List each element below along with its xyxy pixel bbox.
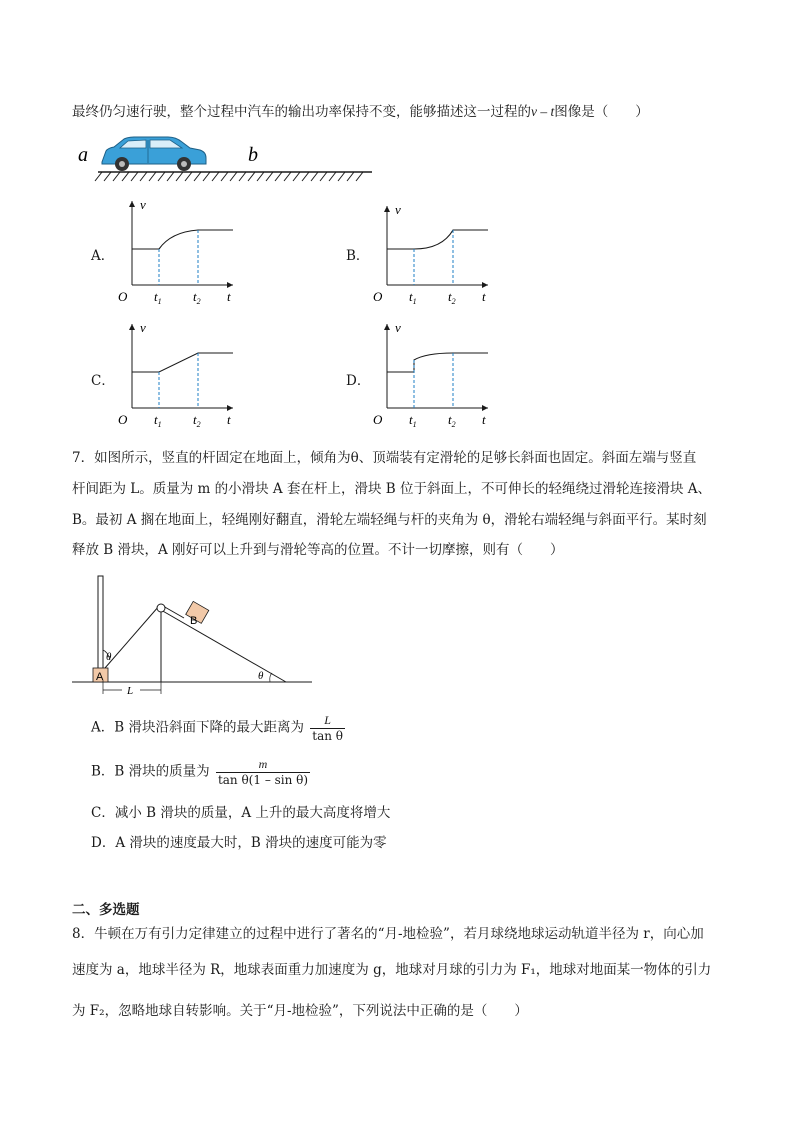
t2-label: $t_2$ <box>448 289 456 306</box>
slope-line <box>161 610 286 682</box>
q8-stem-line-2: 速度为 a，地球半径为 R，地球表面重力加速度为 g，地球对月球的引力为 F₁，地球对地面某一物体的引力 <box>72 962 712 978</box>
block-b-label: B <box>190 615 198 627</box>
graph-b <box>370 200 500 307</box>
t-axis-label: t <box>482 289 486 304</box>
q7-option-b-denominator: tan θ(1 – sin θ) <box>217 773 309 787</box>
q7-option-a-numerator: L <box>310 713 345 729</box>
q6-option-d-label[interactable]: D． <box>346 373 371 389</box>
theta-slope-label: θ <box>258 670 264 682</box>
q8-stem-line-3: 为 F₂，忽略地球自转影响。关于“月-地检验”，下列说法中正确的是（ ） <box>72 1003 528 1019</box>
q7-stem-line-3: B。最初 A 搁在地面上，轻绳刚好翻直，滑轮左端轻绳与杆的夹角为 θ，滑轮右端轻绳与斜面平行。某时刻 <box>72 512 707 528</box>
t-axis-arrow-icon <box>227 282 233 288</box>
v-axis-label: v <box>140 197 146 212</box>
car-figure <box>72 134 382 186</box>
q7-option-a-fraction <box>310 713 345 743</box>
car-label-b: b <box>248 144 258 166</box>
car-label-a: a <box>78 144 88 166</box>
incline-figure <box>72 572 317 700</box>
block-a-label: A <box>96 671 104 683</box>
t1-label: $t_1$ <box>154 289 162 306</box>
v-axis-label: v <box>395 320 401 335</box>
graph-c <box>115 318 245 430</box>
q7-stem-line-1: 7．如图所示，竖直的杆固定在地面上，倾角为θ、顶端装有定滑轮的足够长斜面也固定。斜面左端与竖直 <box>72 450 697 466</box>
q7-stem-line-4: 释放 B 滑块，A 刚好可以上升到与滑轮等高的位置。不计一切摩擦，则有（ ） <box>72 542 564 558</box>
q7-option-b-text: B．B 滑块的质量为 <box>91 763 210 780</box>
theta-rod-label: θ <box>106 651 112 663</box>
t2-label: $t_2$ <box>448 412 456 429</box>
t-axis-arrow-icon <box>227 405 233 411</box>
t-axis-arrow-icon <box>482 405 488 411</box>
q7-option-a-denominator: tan θ <box>312 729 344 743</box>
pulley-icon <box>157 604 165 612</box>
t2-label: $t_2$ <box>193 289 201 306</box>
vt-curve <box>387 230 488 249</box>
q6-option-b-label[interactable]: B． <box>346 248 370 264</box>
origin-label: O <box>118 289 128 304</box>
t1-label: $t_1$ <box>409 412 417 429</box>
q6-option-c-label[interactable]: C． <box>91 373 115 389</box>
graph-a <box>115 195 245 307</box>
q7-option-b-numerator: m <box>216 757 310 773</box>
v-axis-arrow-icon <box>384 324 390 330</box>
q8-stem-line-1: 8．牛顿在万有引力定律建立的过程中进行了著名的“月-地检验”，若月球绕地球运动轨道半径为 r，向心加 <box>72 926 704 942</box>
vt-curve <box>387 353 488 372</box>
origin-label: O <box>118 412 128 427</box>
q6-option-a-label[interactable]: A． <box>91 248 115 264</box>
t-axis-label: t <box>227 289 231 304</box>
car-image <box>102 137 206 171</box>
graph-d <box>370 318 500 430</box>
vt-curve <box>132 353 233 372</box>
q6-stem-prefix: 最终仍匀速行驶，整个过程中汽车的输出功率保持不变，能够描述这一过程的 <box>72 104 531 120</box>
t-axis-label: t <box>482 412 486 427</box>
vt-curve <box>132 230 233 249</box>
v-axis-arrow-icon <box>129 201 135 207</box>
t1-label: $t_1$ <box>409 289 417 306</box>
q7-option-c[interactable]: C．减小 B 滑块的质量，A 上升的最大高度将增大 <box>91 805 391 821</box>
dimension-l-label: L <box>127 685 134 697</box>
q7-stem-line-2: 杆间距为 L。质量为 m 的小滑块 A 套在杆上，滑块 B 位于斜面上，不可伸长的轻绳绕过滑轮连接滑块 A、 <box>72 481 712 497</box>
q7-option-a[interactable] <box>91 713 345 743</box>
t-axis-label: t <box>227 412 231 427</box>
v-axis-label: v <box>140 320 146 335</box>
q6-stem-suffix: 图像是（ ） <box>554 104 649 120</box>
origin-label: O <box>373 289 383 304</box>
q7-option-b-fraction <box>216 757 310 787</box>
rope-left <box>105 606 159 668</box>
t1-label: $t_1$ <box>154 412 162 429</box>
t-axis-arrow-icon <box>482 282 488 288</box>
origin-label: O <box>373 412 383 427</box>
section-title: 二、多选题 <box>72 902 140 918</box>
v-axis-arrow-icon <box>129 324 135 330</box>
t2-label: $t_2$ <box>193 412 201 429</box>
v-axis-arrow-icon <box>384 206 390 212</box>
q7-option-a-text: A．B 滑块沿斜面下降的最大距离为 <box>91 719 304 736</box>
q7-option-d[interactable]: D．A 滑块的速度最大时，B 滑块的速度可能为零 <box>91 835 387 851</box>
q6-vt-symbol: v – t <box>531 104 555 119</box>
ground-hatch <box>95 172 363 181</box>
v-axis-label: v <box>395 202 401 217</box>
vertical-rod <box>98 576 103 682</box>
q6-stem-line <box>72 103 649 121</box>
rope-right <box>163 606 184 618</box>
q7-option-b[interactable] <box>91 757 310 787</box>
